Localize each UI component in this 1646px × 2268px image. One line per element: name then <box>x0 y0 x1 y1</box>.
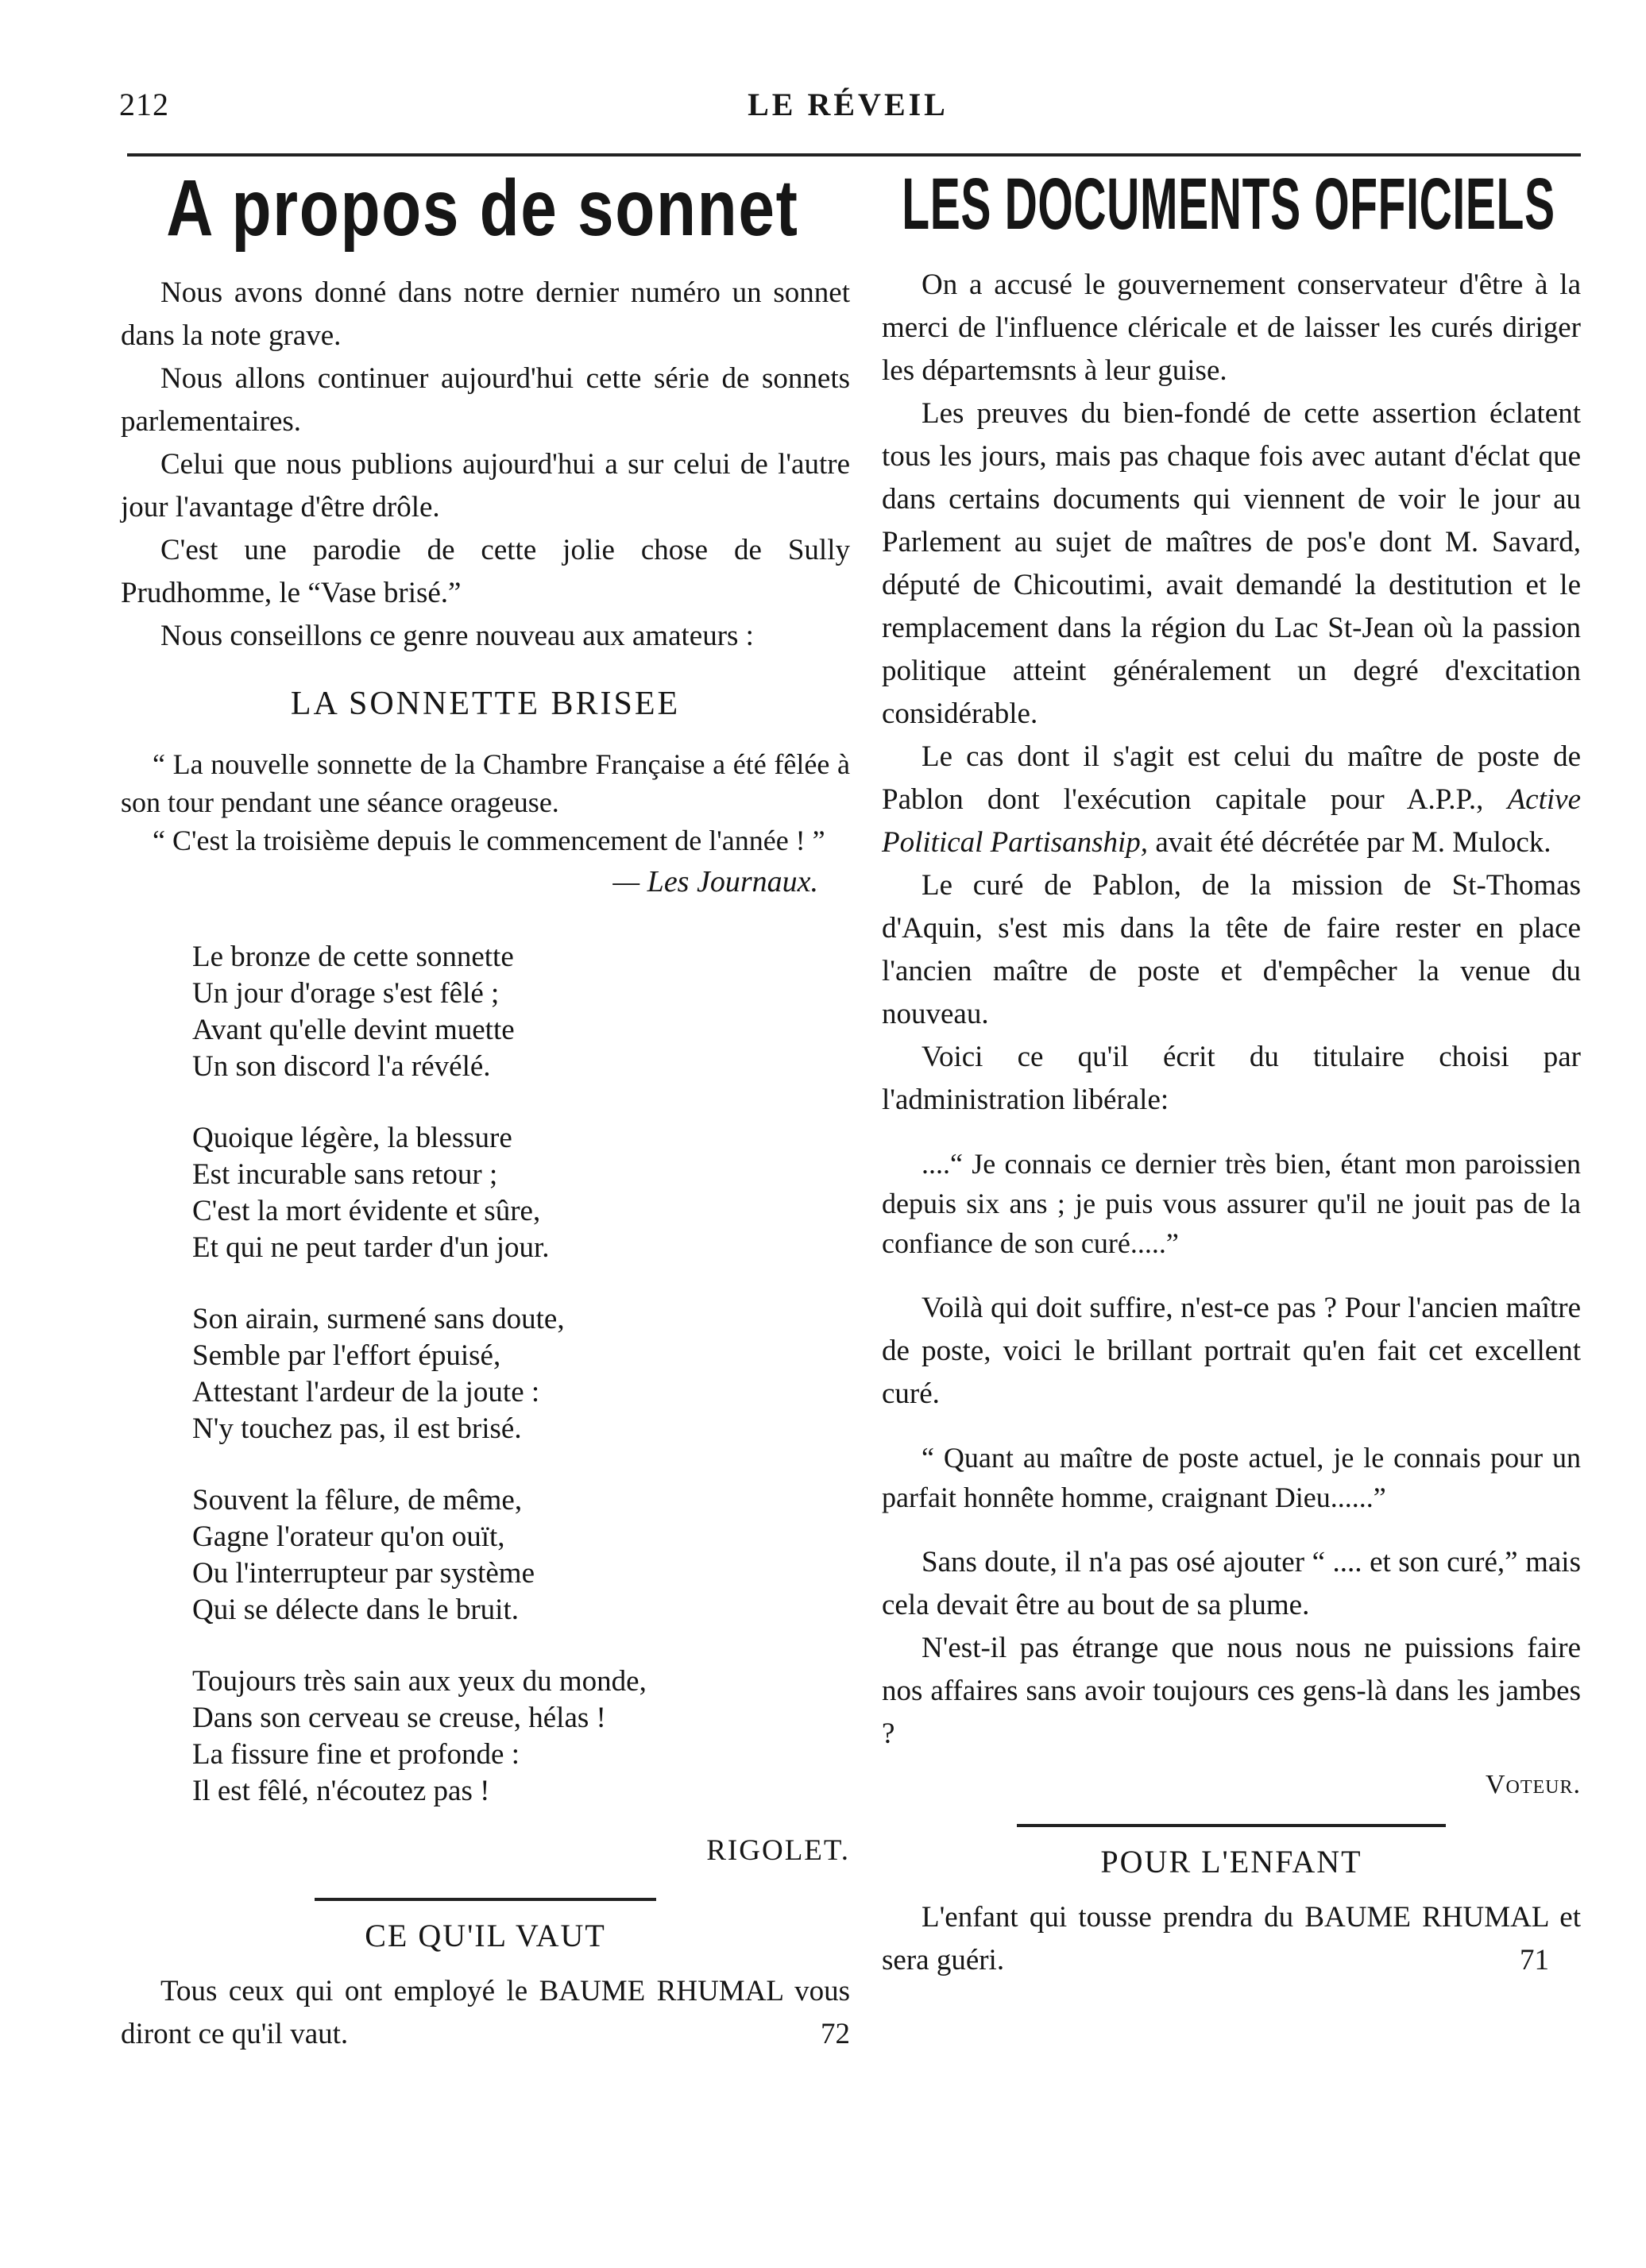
right-column <box>882 163 1581 1982</box>
poem-line: Est incurable sans retour ; <box>192 1158 498 1191</box>
poem-stanza <box>192 1482 850 1629</box>
intro-paragraph: C'est une parodie de cette jolie chose de Sully Prudhomme, le “Vase brisé.” <box>121 534 850 609</box>
poem-line: Ou l'interrupteur par système <box>192 1557 535 1590</box>
running-title: LE RÉVEIL <box>748 87 949 122</box>
poem-stanza <box>192 939 850 1085</box>
poem-line: C'est la mort évidente et sûre, <box>192 1195 541 1227</box>
article-paragraph: Le curé de Pablon, de la mission de St-Thomas d'Aquin, s'est mis dans la tête de faire rester en place l'ancien maître de poste et d'empêcher la venue du nouveau. <box>882 869 1581 1030</box>
epigraph-line: “ C'est la troisième depuis le commencement de l'année ! ” <box>153 825 825 856</box>
poem-line: Toujours très sain aux yeux du monde, <box>192 1665 647 1698</box>
poem-line: Et qui ne peut tarder d'un jour. <box>192 1231 550 1264</box>
article-paragraph: On a accusé le gouvernement conservateur d'être à la merci de l'influence cléricale et de laisser les curés diriger les départemsnts à leur guise. <box>882 269 1581 387</box>
section-divider <box>1017 1824 1446 1827</box>
poem-line: La fissure fine et profonde : <box>192 1738 520 1771</box>
page-number: 212 <box>119 87 169 122</box>
intro-paragraph: Celui que nous publions aujourd'hui a sur celui de l'autre jour l'avantage d'être drôle. <box>121 448 850 524</box>
poem-title: LA SONNETTE BRISEE <box>290 686 681 722</box>
paragraph-text: avait été décrétée par M. Mulock. <box>1148 826 1551 859</box>
poem-stanza <box>192 1663 850 1810</box>
poem-line: Un son discord l'a révélé. <box>192 1050 491 1083</box>
poem-line: Il est fêlé, n'écoutez pas ! <box>192 1775 490 1807</box>
poem-line: Son airain, surmené sans doute, <box>192 1303 565 1335</box>
poem-line: Qui se délecte dans le bruit. <box>192 1594 519 1626</box>
intro-paragraph: Nous avons donné dans notre dernier numéro un sonnet dans la note grave. <box>121 276 850 352</box>
poem-line: Quoique légère, la blessure <box>192 1122 512 1154</box>
article-paragraph: Les preuves du bien-fondé de cette assertion éclatent tous les jours, mais pas chaque fois avec autant d'éclat que dans certains documents qui viennent de voir le jour au Parlement au sujet de maîtres de pos'e dont M. Savard, député de Chicoutimi, avait demandé la destitution et le remplacement dans la région du Lac St-Jean où la passion politique atteint généralement un degré d'excitation considérable. <box>882 397 1581 730</box>
ad-title: CE QU'IL VAUT <box>365 1918 606 1953</box>
left-article-title: A propos de sonnet <box>166 164 799 253</box>
intro-paragraph: Nous allons continuer aujourd'hui cette série de sonnets parlementaires. <box>121 362 850 438</box>
section-divider <box>315 1898 656 1901</box>
ad-number: 71 <box>1520 1944 1549 1976</box>
article-signature: RIGOLET. <box>706 1834 850 1867</box>
article-paragraph: Voici ce qu'il écrit du titulaire choisi par l'administration libérale: <box>882 1041 1581 1116</box>
letter-quote: “ Quant au maître de poste actuel, je le connais pour un parfait honnête homme, craignant Dieu......” <box>882 1442 1581 1513</box>
poem-line: Le bronze de cette sonnette <box>192 941 514 973</box>
paragraph-italic-text: Active Political Partisanship, <box>882 783 1581 859</box>
article-paragraph: N'est-il pas étrange que nous nous ne puissions faire nos affaires sans avoir toujours ces gens-là dans les jambes ? <box>882 1632 1581 1750</box>
letter-quote: ....“ Je connais ce dernier très bien, étant mon paroissien depuis six ans ; je puis vous assurer qu'il ne jouit pas de la confiance de son curé.....” <box>882 1148 1581 1259</box>
article-signature: Voteur. <box>1485 1770 1581 1799</box>
poem-line: Semble par l'effort épuisé, <box>192 1339 501 1372</box>
poem-line: Souvent la fêlure, de même, <box>192 1484 523 1517</box>
right-article-title: LES DOCUMENTS OFFICIELS <box>902 164 1555 245</box>
article-paragraph: Sans doute, il n'a pas osé ajouter “ .... et son curé,” mais cela devait être au bout de sa plume. <box>882 1546 1581 1621</box>
poem-line: Attestant l'ardeur de la joute : <box>192 1376 540 1408</box>
poem-line: Avant qu'elle devint muette <box>192 1014 515 1046</box>
poem-stanza <box>192 1301 850 1447</box>
poem-line: N'y touchez pas, il est brisé. <box>192 1412 522 1445</box>
ad-body: Tous ceux qui ont employé le BAUME RHUMAL vous diront ce qu'il vaut. <box>121 1975 850 2050</box>
paragraph-text: Le cas dont il s'agit est celui du maître de poste de Pablon dont l'exécution capitale pour A.P.P., <box>882 740 1581 816</box>
ad-title: POUR L'ENFANT <box>1100 1844 1362 1880</box>
page-header <box>119 86 1577 133</box>
epigraph-source: — Les Journaux. <box>612 865 818 898</box>
poem-line: Dans son cerveau se creuse, hélas ! <box>192 1702 606 1734</box>
epigraph-line: “ La nouvelle sonnette de la Chambre Française a été fêlée à son tour pendant une séance orageuse. <box>121 748 850 818</box>
left-column <box>121 163 850 2056</box>
intro-paragraph: Nous conseillons ce genre nouveau aux amateurs : <box>160 620 754 652</box>
ad-number: 72 <box>821 2018 850 2050</box>
ad-text <box>121 1970 850 2056</box>
article-paragraph: Voilà qui doit suffire, n'est-ce pas ? Pour l'ancien maître de poste, voici le brillant portrait qu'en fait cet excellent curé. <box>882 1292 1581 1410</box>
header-rule <box>127 153 1581 156</box>
ad-text <box>882 1896 1581 1982</box>
article-paragraph <box>882 736 1581 864</box>
poem-stanza <box>192 1120 850 1266</box>
ad-body: L'enfant qui tousse prendra du BAUME RHUMAL et sera guéri. <box>882 1901 1581 1976</box>
poem-line: Un jour d'orage s'est fêlé ; <box>192 977 500 1010</box>
poem-line: Gagne l'orateur qu'on ouït, <box>192 1520 505 1553</box>
